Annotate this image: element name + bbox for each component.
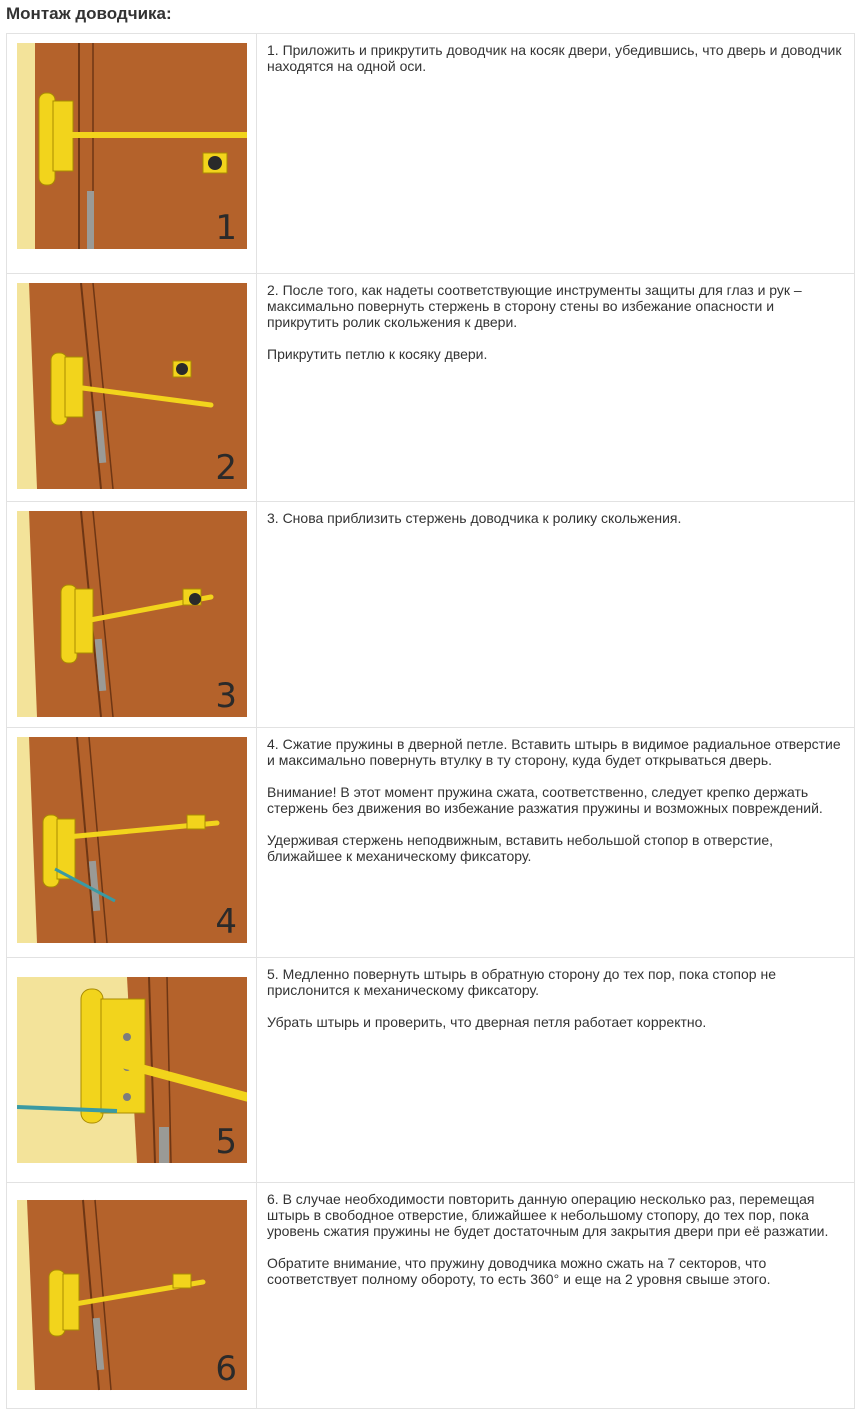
step-text-cell (257, 274, 855, 502)
step-text-cell (257, 34, 855, 274)
step-row-6 (7, 1183, 855, 1409)
step-paragraph: Обратите внимание, что пружину доводчика можно сжать на 7 секторов, что соответствует полному обороту, то есть 360° и еще на 2 уровня свыше этого. (267, 1255, 771, 1287)
step-paragraph: 4. Сжатие пружины в дверной петле. Вставить штырь в видимое радиальное отверстие и максимально повернуть втулку в ту сторону, куда будет открываться дверь. (267, 736, 841, 768)
step-number-label: 6 (215, 1349, 237, 1389)
step-image-cell (7, 34, 257, 274)
step-number-label: 5 (215, 1122, 237, 1162)
step-paragraph: 1. Приложить и прикрутить доводчик на косяк двери, убедившись, что дверь и доводчик находятся на одной оси. (267, 42, 842, 74)
step-image-cell (7, 958, 257, 1183)
step-paragraph: Прикрутить петлю к косяку двери. (267, 346, 488, 362)
step-number-label: 3 (215, 676, 237, 716)
door-closer-illustration-4 (17, 737, 247, 943)
step-number-label: 2 (215, 448, 237, 488)
door-closer-illustration-6 (17, 1192, 247, 1398)
step-row-4 (7, 728, 855, 958)
step-text-cell (257, 958, 855, 1183)
step-paragraph: Удерживая стержень неподвижным, вставить небольшой стопор в отверстие, ближайшее к механическому фиксатору. (267, 832, 774, 864)
step-image-cell (7, 728, 257, 958)
instructions-table (6, 33, 855, 1409)
step-paragraph: Убрать штырь и проверить, что дверная петля работает корректно. (267, 1014, 707, 1030)
step-paragraph: 3. Снова приблизить стержень доводчика к ролику скольжения. (267, 510, 682, 526)
step-row-5 (7, 958, 855, 1183)
step-paragraph: Внимание! В этот момент пружина сжата, соответственно, следует крепко держать стержень без движения во избежание разжатия пружины и возможных повреждений. (267, 784, 823, 816)
step-number-label: 1 (215, 208, 237, 248)
door-closer-illustration-5 (17, 967, 247, 1173)
step-paragraph: 5. Медленно повернуть штырь в обратную сторону до тех пор, пока стопор не прислонится к механическому фиксатору. (267, 966, 776, 998)
step-image-cell (7, 502, 257, 728)
step-image-cell (7, 274, 257, 502)
step-row-3 (7, 502, 855, 728)
door-closer-illustration-2 (17, 283, 247, 489)
page-title: Монтаж доводчика: (6, 4, 172, 23)
step-number-label: 4 (215, 902, 237, 942)
step-image-cell (7, 1183, 257, 1409)
step-text-cell (257, 728, 855, 958)
step-text-cell (257, 502, 855, 728)
step-row-1 (7, 34, 855, 274)
step-paragraph: 2. После того, как надеты соответствующие инструменты защиты для глаз и рук – максимально повернуть стержень в сторону стены во избежание опасности и прикрутить ролик скольжения к двери. (267, 282, 802, 330)
step-text-cell (257, 1183, 855, 1409)
step-paragraph: 6. В случае необходимости повторить данную операцию несколько раз, перемещая штырь в свободное отверстие, ближайшее к небольшому стопору, до тех пор, пока уровень сжатия пружины не будет достаточным для закрытия двери при её разжатии. (267, 1191, 829, 1239)
door-closer-illustration-1 (17, 43, 247, 249)
door-closer-illustration-3 (17, 511, 247, 717)
step-row-2 (7, 274, 855, 502)
